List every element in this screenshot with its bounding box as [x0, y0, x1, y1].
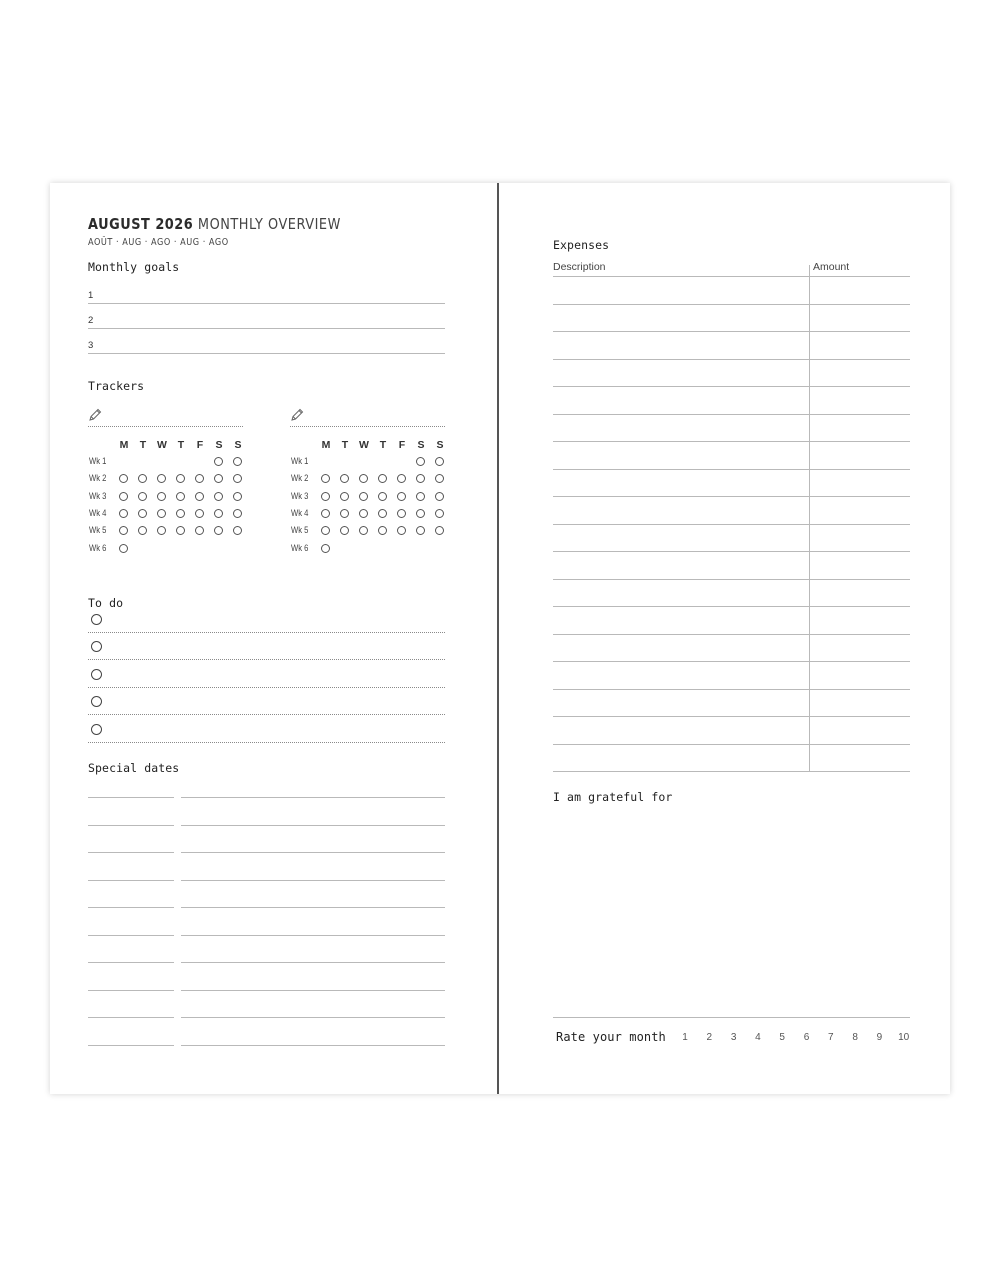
planner-spread	[50, 183, 950, 1094]
expense-row-line[interactable]	[553, 496, 910, 497]
tracker-day-circle[interactable]	[340, 492, 349, 501]
tracker-day-circle[interactable]	[233, 526, 242, 535]
tracker-day-circle[interactable]	[214, 492, 223, 501]
tracker-week-label: Wk 2	[89, 473, 107, 484]
tracker-day-circle[interactable]	[138, 509, 147, 518]
special-note-line[interactable]	[181, 825, 445, 826]
tracker-day-header: M	[321, 439, 331, 451]
special-date-line[interactable]	[88, 880, 174, 881]
tracker-day-header: S	[234, 439, 242, 451]
tracker-day-circle[interactable]	[397, 509, 406, 518]
tracker-day-circle[interactable]	[233, 474, 242, 483]
tracker-day-circle[interactable]	[214, 526, 223, 535]
tracker-day-header: T	[177, 439, 185, 451]
tracker-day-circle[interactable]	[359, 492, 368, 501]
special-date-line[interactable]	[88, 935, 174, 936]
todo-checkbox[interactable]	[91, 696, 102, 707]
tracker-day-circle[interactable]	[233, 457, 242, 466]
tracker-day-circle[interactable]	[119, 526, 128, 535]
tracker-day-circle[interactable]	[435, 526, 444, 535]
tracker-day-circle[interactable]	[416, 509, 425, 518]
expense-row-line[interactable]	[553, 359, 910, 360]
goal-number: 2	[88, 315, 94, 326]
tracker-day-header: W	[157, 439, 167, 451]
pencil-icon[interactable]	[290, 408, 304, 427]
tracker-day-header: W	[359, 439, 369, 451]
tracker-week-label: Wk 3	[291, 490, 309, 501]
tracker-week-label: Wk 4	[291, 507, 309, 518]
tracker-day-circle[interactable]	[119, 474, 128, 483]
tracker-day-header: F	[196, 439, 204, 451]
expense-row-line[interactable]	[553, 606, 910, 607]
expenses-col-amount: Amount	[813, 261, 850, 273]
expense-row-line[interactable]	[553, 744, 910, 745]
rating-option[interactable]: 2	[706, 1032, 713, 1043]
special-date-line[interactable]	[88, 907, 174, 908]
todo-line[interactable]	[88, 659, 445, 660]
tracker-day-circle[interactable]	[340, 509, 349, 518]
todo-checkbox[interactable]	[91, 614, 102, 625]
tracker-day-circle[interactable]	[378, 509, 387, 518]
tracker-day-header: T	[341, 439, 349, 451]
grateful-bottom-rule	[553, 1017, 910, 1018]
tracker-day-circle[interactable]	[157, 509, 166, 518]
expenses-col-description: Description	[553, 261, 606, 273]
expense-row-line[interactable]	[553, 579, 910, 580]
tracker-week-label: Wk 2	[291, 473, 309, 484]
rating-option[interactable]: 4	[755, 1032, 761, 1043]
tracker-day-circle[interactable]	[321, 526, 330, 535]
pencil-icon[interactable]	[88, 408, 102, 427]
trackers-heading: Trackers	[88, 379, 145, 393]
spine-divider	[497, 183, 499, 1094]
rating-option[interactable]: 7	[828, 1032, 834, 1043]
tracker-day-circle[interactable]	[138, 474, 147, 483]
tracker-day-circle[interactable]	[416, 492, 425, 501]
tracker-day-circle[interactable]	[195, 509, 204, 518]
expense-row-line[interactable]	[553, 386, 910, 387]
tracker-day-circle[interactable]	[233, 492, 242, 501]
tracker-day-header: S	[436, 439, 444, 451]
expenses-header-rule	[553, 276, 910, 277]
page-title: AUGUST 2026 MONTHLY OVERVIEW	[88, 215, 341, 233]
tracker-day-circle[interactable]	[359, 474, 368, 483]
tracker-day-circle[interactable]	[138, 492, 147, 501]
todo-line[interactable]	[88, 714, 445, 715]
tracker-week-label: Wk 5	[89, 525, 107, 536]
special-date-line[interactable]	[88, 825, 174, 826]
expense-row-line[interactable]	[553, 689, 910, 690]
special-date-line[interactable]	[88, 1017, 174, 1018]
tracker-day-circle[interactable]	[119, 544, 128, 553]
tracker-day-circle[interactable]	[176, 492, 185, 501]
tracker-week-label: Wk 3	[89, 490, 107, 501]
tracker-day-circle[interactable]	[397, 526, 406, 535]
rate-month-label: Rate your month	[556, 1030, 666, 1044]
tracker-day-circle[interactable]	[176, 509, 185, 518]
expense-row-line[interactable]	[553, 304, 910, 305]
todo-line[interactable]	[88, 687, 445, 688]
expense-row-line[interactable]	[553, 469, 910, 470]
todo-heading: To do	[88, 596, 124, 610]
tracker-day-header: S	[215, 439, 223, 451]
goal-number: 3	[88, 340, 94, 351]
special-note-line[interactable]	[181, 880, 445, 881]
page-subtitle: AOÛT · AUG · AGO · AUG · AGO	[88, 237, 229, 248]
special-date-line[interactable]	[88, 852, 174, 853]
expense-row-line[interactable]	[553, 551, 910, 552]
tracker-day-header: T	[379, 439, 387, 451]
tracker-day-circle[interactable]	[435, 509, 444, 518]
expense-row-line[interactable]	[553, 634, 910, 635]
goal-line[interactable]	[88, 353, 445, 354]
todo-line[interactable]	[88, 742, 445, 743]
tracker-day-circle[interactable]	[233, 509, 242, 518]
tracker-day-header: M	[119, 439, 129, 451]
tracker-week-label: Wk 4	[89, 507, 107, 518]
special-date-line[interactable]	[88, 990, 174, 991]
tracker-day-circle[interactable]	[157, 526, 166, 535]
tracker-day-circle[interactable]	[321, 492, 330, 501]
tracker-week-label: Wk 6	[89, 542, 107, 553]
tracker-day-circle[interactable]	[176, 526, 185, 535]
tracker-day-circle[interactable]	[195, 474, 204, 483]
tracker-day-circle[interactable]	[214, 509, 223, 518]
rating-option[interactable]: 8	[852, 1032, 858, 1043]
expense-row-line[interactable]	[553, 716, 910, 717]
rating-option[interactable]: 3	[730, 1032, 737, 1043]
tracker-day-circle[interactable]	[119, 509, 128, 518]
special-note-line[interactable]	[181, 935, 445, 936]
tracker-day-circle[interactable]	[321, 509, 330, 518]
goal-line[interactable]	[88, 303, 445, 304]
tracker-week-label: Wk 5	[291, 525, 309, 536]
tracker-day-circle[interactable]	[157, 474, 166, 483]
rating-option[interactable]: 5	[779, 1032, 785, 1043]
special-note-line[interactable]	[181, 907, 445, 908]
special-note-line[interactable]	[181, 962, 445, 963]
tracker-day-circle[interactable]	[397, 474, 406, 483]
tracker-day-circle[interactable]	[157, 492, 166, 501]
tracker-day-circle[interactable]	[435, 457, 444, 466]
tracker-day-circle[interactable]	[416, 457, 425, 466]
tracker-day-circle[interactable]	[214, 457, 223, 466]
tracker-day-header: T	[139, 439, 147, 451]
special-note-line[interactable]	[181, 797, 445, 798]
todo-checkbox[interactable]	[91, 724, 102, 735]
special-note-line[interactable]	[181, 990, 445, 991]
tracker-day-header: F	[398, 439, 406, 451]
monthly-goals-heading: Monthly goals	[88, 260, 180, 274]
rating-option[interactable]: 1	[682, 1032, 688, 1043]
todo-checkbox[interactable]	[91, 669, 102, 680]
special-date-line[interactable]	[88, 962, 174, 963]
special-dates-heading: Special dates	[88, 761, 180, 775]
tracker-day-header: S	[417, 439, 425, 451]
tracker-day-circle[interactable]	[359, 526, 368, 535]
special-date-line[interactable]	[88, 797, 174, 798]
tracker-day-circle[interactable]	[378, 526, 387, 535]
rating-option[interactable]: 10	[898, 1032, 910, 1043]
special-note-line[interactable]	[181, 852, 445, 853]
tracker-day-circle[interactable]	[416, 474, 425, 483]
tracker-day-circle[interactable]	[340, 526, 349, 535]
special-note-line[interactable]	[181, 1017, 445, 1018]
tracker-day-circle[interactable]	[321, 544, 330, 553]
expenses-heading: Expenses	[553, 238, 610, 252]
expenses-column-divider	[809, 265, 810, 771]
tracker-week-label: Wk 1	[89, 456, 107, 466]
tracker-day-circle[interactable]	[397, 492, 406, 501]
tracker-week-label: Wk 6	[291, 542, 309, 553]
tracker-day-circle[interactable]	[138, 526, 147, 535]
rating-option[interactable]: 6	[803, 1032, 810, 1043]
goal-line[interactable]	[88, 328, 445, 329]
tracker-day-circle[interactable]	[435, 492, 444, 501]
tracker-day-circle[interactable]	[378, 492, 387, 501]
tracker-day-circle[interactable]	[359, 509, 368, 518]
todo-checkbox[interactable]	[91, 641, 102, 652]
tracker-day-circle[interactable]	[435, 474, 444, 483]
expense-row-line[interactable]	[553, 771, 910, 772]
expense-row-line[interactable]	[553, 331, 910, 332]
tracker-day-circle[interactable]	[195, 492, 204, 501]
grateful-heading: I am grateful for	[553, 790, 673, 804]
tracker-name-line[interactable]	[290, 426, 445, 427]
tracker-day-circle[interactable]	[321, 474, 330, 483]
special-note-line[interactable]	[181, 1045, 445, 1046]
rating-option[interactable]: 9	[876, 1032, 883, 1043]
expense-row-line[interactable]	[553, 661, 910, 662]
tracker-name-line[interactable]	[88, 426, 243, 427]
todo-line[interactable]	[88, 632, 445, 633]
tracker-day-circle[interactable]	[119, 492, 128, 501]
tracker-day-circle[interactable]	[416, 526, 425, 535]
tracker-day-circle[interactable]	[176, 474, 185, 483]
goal-number: 1	[88, 290, 94, 301]
expense-row-line[interactable]	[553, 524, 910, 525]
tracker-day-circle[interactable]	[340, 474, 349, 483]
tracker-day-circle[interactable]	[214, 474, 223, 483]
tracker-day-circle[interactable]	[195, 526, 204, 535]
tracker-week-label: Wk 1	[291, 456, 309, 466]
expense-row-line[interactable]	[553, 414, 910, 415]
expense-row-line[interactable]	[553, 441, 910, 442]
special-date-line[interactable]	[88, 1045, 174, 1046]
tracker-day-circle[interactable]	[378, 474, 387, 483]
